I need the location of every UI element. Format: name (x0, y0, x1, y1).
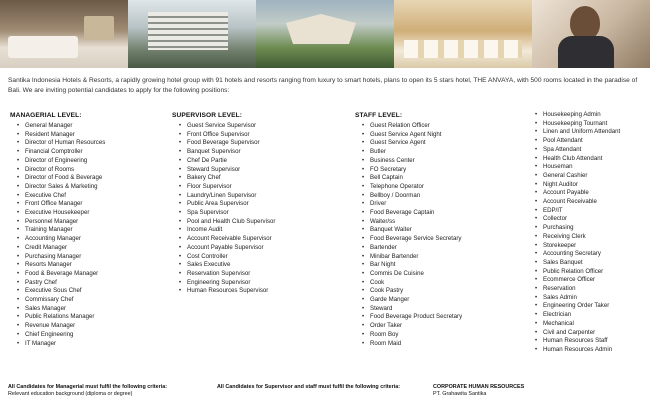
position-item: • Chief Engineering (25, 331, 160, 340)
contact-company: PT. Grahawita Santika (433, 391, 487, 397)
position-item: • Bakery Chef (187, 174, 342, 183)
position-item: • Front Office Manager (25, 200, 160, 209)
staff-greeting-photo (532, 0, 650, 68)
position-item: • Reservation (543, 285, 648, 294)
position-item: • Account Payable Supervisor (187, 244, 342, 253)
intro-paragraph: Santika Indonesia Hotels & Resorts, a rapidly growing hotel group with 91 hotels and resorts ranging from luxury to smart hotels, plans to open its 5 stars hotel, THE ANVAYA, with 500 rooms located in the paradise of Bali. We are inviting potential candidates to apply for the following positions: (8, 77, 638, 94)
position-item: • Waiter/ss (370, 218, 520, 227)
position-item: • Sales Banquet (543, 259, 648, 268)
position-item: • Pool and Health Club Supervisor (187, 218, 342, 227)
managerial-criteria (8, 384, 208, 398)
position-item: • Garde Manger (370, 296, 520, 305)
position-item: • Human Resources Admin (543, 346, 648, 355)
position-item: • Resorts Manager (25, 261, 160, 270)
position-item: • Food Beverage Supervisor (187, 139, 342, 148)
position-item: • Driver (370, 200, 520, 209)
position-item: • Account Receivable Supervisor (187, 235, 342, 244)
position-item: • Pastry Chef (25, 279, 160, 288)
position-item: • General Manager (25, 122, 160, 131)
position-item: • Training Manager (25, 226, 160, 235)
position-item: • Room Boy (370, 331, 520, 340)
position-item: • Cook Pastry (370, 287, 520, 296)
position-item: • Health Club Attendant (543, 155, 648, 164)
position-item: • Bartender (370, 244, 520, 253)
position-item: • Order Taker (370, 322, 520, 331)
position-item: • Cost Controller (187, 253, 342, 262)
position-item: • Spa Attendant (543, 146, 648, 155)
staff-column (355, 111, 520, 348)
position-item: • Account Receivable (543, 198, 648, 207)
position-item: • Housekeeping Admin (543, 111, 648, 120)
position-item: • Laundry/Linen Supervisor (187, 192, 342, 201)
position-item: • Sales Manager (25, 305, 160, 314)
position-item: • Financial Comptroller (25, 148, 160, 157)
contact-title: CORPORATE HUMAN RESOURCES (433, 384, 525, 390)
position-item: • Business Center (370, 157, 520, 166)
position-item: • Commissary Chef (25, 296, 160, 305)
staff-criteria-title: All Candidates for Supervisor and staff must fulfil the following criteria: (217, 384, 401, 390)
position-item: • Spa Supervisor (187, 209, 342, 218)
staff-heading: STAFF LEVEL: (355, 112, 403, 119)
position-item: • Food & Beverage Manager (25, 270, 160, 279)
position-item: • Executive Chef (25, 192, 160, 201)
managerial-criteria-title: All Candidates for Managerial must fulfil the following criteria: (8, 384, 168, 390)
staff-column-continued (528, 111, 648, 355)
position-item: • EDP/IT (543, 207, 648, 216)
hotel-building-photo (128, 0, 256, 68)
position-item: • General Cashier (543, 172, 648, 181)
position-item: • Banquet Supervisor (187, 148, 342, 157)
position-item: • Director of Human Resources (25, 139, 160, 148)
position-item: • Bellboy / Doorman (370, 192, 520, 201)
position-item: • Cook (370, 279, 520, 288)
managerial-criteria-item: Relevant education background (diploma or degree) (8, 391, 133, 397)
position-item: • Bar Night (370, 261, 520, 270)
contact-block (433, 384, 633, 398)
position-item: • Collector (543, 215, 648, 224)
position-item: • Telephone Operator (370, 183, 520, 192)
supervisor-list (172, 122, 342, 296)
position-item: • Ecommerce Officer (543, 276, 648, 285)
position-item: • Public Area Supervisor (187, 200, 342, 209)
position-item: • Guest Service Agent (370, 139, 520, 148)
position-item: • Steward Supervisor (187, 166, 342, 175)
position-item: • Director of Rooms (25, 166, 160, 175)
position-item: • Director Sales & Marketing (25, 183, 160, 192)
position-item: • Minibar Bartender (370, 253, 520, 262)
position-item: • Food Beverage Product Secretary (370, 313, 520, 322)
position-item: • Director of Engineering (25, 157, 160, 166)
position-item: • Banquet Waiter (370, 226, 520, 235)
position-item: • Night Auditor (543, 181, 648, 190)
position-item: • Public Relation Officer (543, 268, 648, 277)
staff-criteria (217, 384, 412, 391)
position-item: • Income Audit (187, 226, 342, 235)
position-item: • Director of Food & Beverage (25, 174, 160, 183)
position-item: • Human Resources Staff (543, 337, 648, 346)
staff-list-continued (528, 111, 648, 355)
position-item: • Engineering Order Taker (543, 302, 648, 311)
ballroom-photo (394, 0, 532, 68)
position-item: • Purchasing (543, 224, 648, 233)
position-item: • Guest Service Supervisor (187, 122, 342, 131)
position-item: • Chef De Partie (187, 157, 342, 166)
position-item: • Personnel Manager (25, 218, 160, 227)
position-item: • Mechanical (543, 320, 648, 329)
position-item: • Civil and Carpenter (543, 329, 648, 338)
position-item: • Public Relations Manager (25, 313, 160, 322)
position-item: • Accounting Manager (25, 235, 160, 244)
position-item: • Front Office Supervisor (187, 131, 342, 140)
hotel-room-photo (0, 0, 128, 68)
position-item: • Purchasing Manager (25, 253, 160, 262)
position-item: • Accounting Secretary (543, 250, 648, 259)
position-item: • Electrician (543, 311, 648, 320)
position-item: • Room Maid (370, 340, 520, 349)
position-item: • Human Resources Supervisor (187, 287, 342, 296)
position-item: • Linen and Uniform Attendant (543, 128, 648, 137)
position-item: • Executive Sous Chef (25, 287, 160, 296)
position-item: • Houseman (543, 163, 648, 172)
position-item: • Engineering Supervisor (187, 279, 342, 288)
position-item: • Pool Attendant (543, 137, 648, 146)
position-item: • Resident Manager (25, 131, 160, 140)
position-item: • Receiving Clerk (543, 233, 648, 242)
position-item: • Housekeeping Tournant (543, 120, 648, 129)
managerial-column (10, 111, 160, 348)
resort-aerial-photo (256, 0, 394, 68)
position-item: • IT Manager (25, 340, 160, 349)
position-item: • Bell Captain (370, 174, 520, 183)
position-item: • Commis De Cuisine (370, 270, 520, 279)
position-item: • Revenue Manager (25, 322, 160, 331)
position-item: • Guest Service Agent Night (370, 131, 520, 140)
position-item: • Steward (370, 305, 520, 314)
staff-list (355, 122, 520, 348)
position-item: • FO Secretary (370, 166, 520, 175)
position-item: • Sales Executive (187, 261, 342, 270)
position-item: • Floor Supervisor (187, 183, 342, 192)
position-item: • Credit Manager (25, 244, 160, 253)
position-item: • Storekeeper (543, 242, 648, 251)
position-item: • Food Beverage Service Secretary (370, 235, 520, 244)
position-item: • Sales Admin (543, 294, 648, 303)
supervisor-heading: SUPERVISOR LEVEL: (172, 112, 243, 119)
position-item: • Food Beverage Captain (370, 209, 520, 218)
position-item: • Guest Relation Officer (370, 122, 520, 131)
position-item: • Reservation Supervisor (187, 270, 342, 279)
managerial-heading: MANAGERIAL LEVEL: (10, 112, 82, 119)
photo-strip (0, 0, 650, 68)
position-item: • Butler (370, 148, 520, 157)
managerial-list (10, 122, 160, 348)
position-item: • Executive Housekeeper (25, 209, 160, 218)
position-item: • Account Payable (543, 189, 648, 198)
supervisor-column (172, 111, 342, 296)
